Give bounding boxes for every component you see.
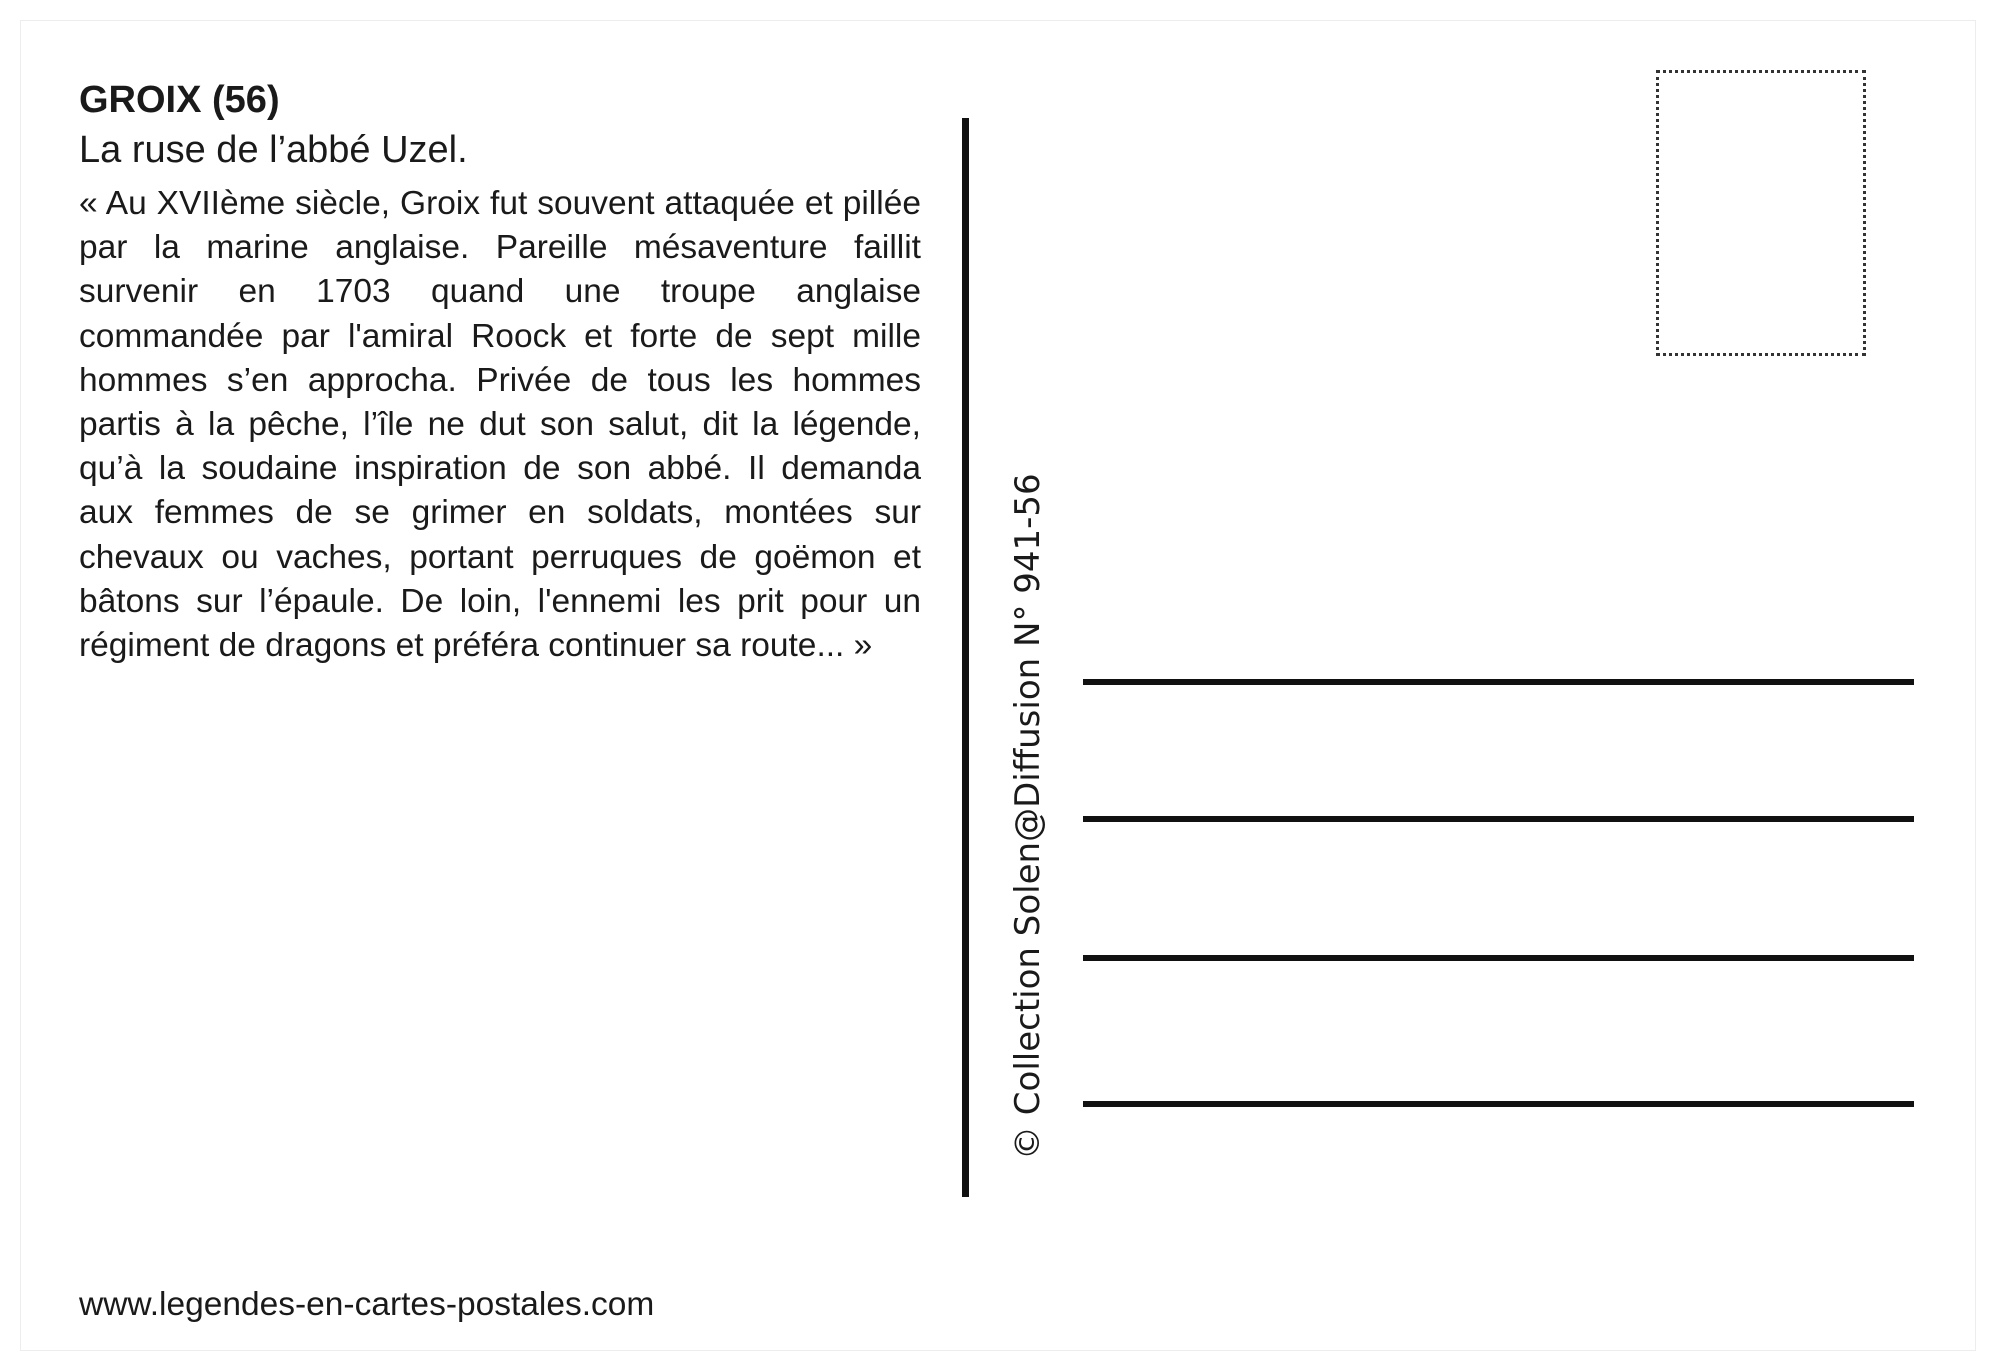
address-line-4 (1083, 1101, 1914, 1107)
postcard-title: GROIX (56) (79, 79, 280, 121)
address-line-3 (1083, 955, 1914, 961)
stamp-placeholder (1656, 70, 1866, 356)
website-url[interactable]: www.legendes-en-cartes-postales.com (79, 1286, 655, 1323)
center-divider (962, 118, 969, 1197)
legend-text: « Au XVIIème siècle, Groix fut souvent attaquée et pillée par la marine anglaise. Pareille mésaventure faillit survenir en 1703 quand une troupe anglaise commandée par l'amiral Roock et forte de sept mille hommes s’en approcha. Privée de tous les hommes partis à la pêche, l’île ne dut son salut, dit la légende, qu’à la soudaine inspiration de son abbé. Il demanda aux femmes de se grimer en soldats, montées sur chevaux ou vaches, portant perruques de goëmon et bâtons sur l’épaule. De loin, l'ennemi les prit pour un régiment de dragons et préféra continuer sa route... » (79, 185, 921, 665)
address-line-2 (1083, 816, 1914, 822)
copyright-credit: © Collection Solen@Diffusion N° 941-56 (1008, 473, 1048, 1160)
address-line-1 (1083, 679, 1914, 685)
postcard-subtitle: La ruse de l’abbé Uzel. (79, 129, 468, 171)
